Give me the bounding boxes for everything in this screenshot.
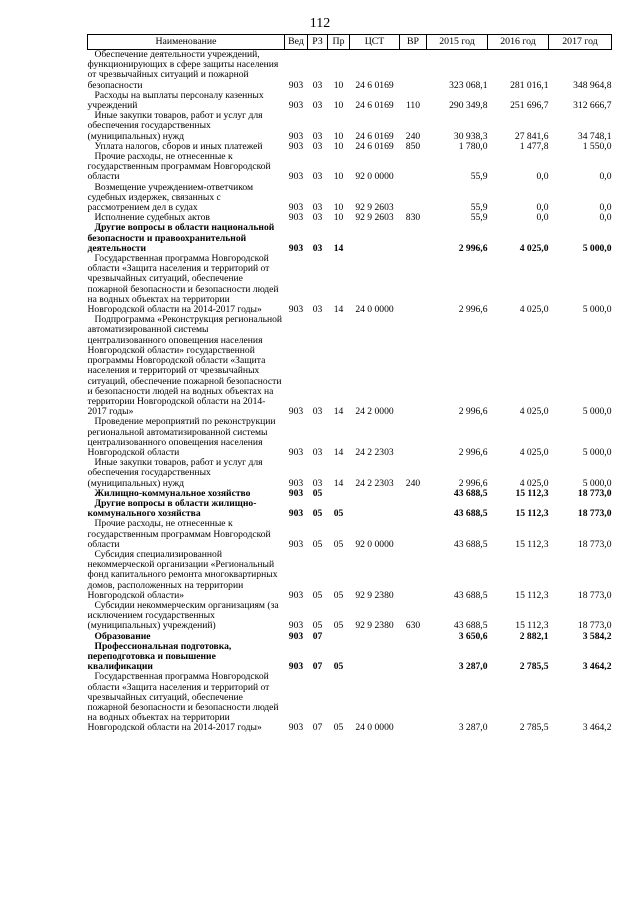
- cell-2015: 2 996,6: [458, 446, 488, 458]
- cell-rz: 03: [312, 304, 323, 316]
- cell-2015: 3 287,0: [458, 722, 488, 734]
- cell-cst: [350, 632, 400, 642]
- cell-pr: 10: [333, 79, 344, 91]
- cell-rz: 03: [312, 446, 323, 458]
- cell-pr: 10: [333, 212, 344, 224]
- cell-2015: 2 996,6: [458, 406, 488, 418]
- cell-name: Подпрограмма «Реконструкция региональной автоматизированной системы централизованного оповещения населения Новгородской области» государственной программы Новгородской области «Защита населения и территорий от чрезвычайных ситуаций, обеспечение пожарной безопасности и безопасности людей на водных объектах на территории Новгородской области на 2014-2017 годы»: [87, 314, 283, 418]
- cell-rz: 05: [312, 487, 323, 499]
- header-name: Наименование: [88, 35, 285, 50]
- cell-2017: 0,0: [599, 171, 612, 183]
- cell-cst: 92 9 2380: [355, 620, 394, 632]
- cell-vr: [400, 519, 427, 550]
- cell-2017: 348 964,8: [573, 79, 612, 91]
- cell-name: Уплата налогов, сборов и иных платежей: [94, 140, 263, 152]
- table-row: [88, 601, 612, 632]
- cell-vr: [400, 489, 427, 499]
- cell-name: Субсидии некоммерческим организациям (за исключением государственных (муниципальных) учреждений): [87, 599, 279, 632]
- cell-pr: 05: [333, 620, 344, 632]
- cell-ved: 903: [288, 242, 304, 254]
- cell-vr: [400, 417, 427, 458]
- cell-2017: 18 773,0: [577, 538, 612, 550]
- cell-2016: 15 112,3: [515, 620, 549, 632]
- cell-vr: [400, 632, 427, 642]
- cell-2015: 55,9: [470, 171, 488, 183]
- table-row: [88, 499, 612, 519]
- cell-pr: 05: [333, 538, 344, 550]
- cell-ved: 903: [288, 100, 304, 112]
- table-row: [88, 315, 612, 417]
- table-row: [88, 519, 612, 550]
- cell-pr: 10: [333, 130, 344, 142]
- cell-name: Возмещение учреждением-ответчиком судебных издержек, связанных с рассмотрением дел в судах: [87, 181, 254, 214]
- cell-name: Исполнение судебных актов: [94, 212, 210, 224]
- cell-cst: 92 9 2380: [355, 589, 394, 601]
- cell-2016: 0,0: [536, 202, 549, 214]
- cell-name: Расходы на выплаты персоналу казенных учреждений: [87, 89, 264, 112]
- cell-ved: 903: [288, 140, 304, 152]
- cell-2017: 18 773,0: [577, 487, 612, 499]
- cell-vr: [400, 672, 427, 733]
- header-ved: Вед: [285, 35, 308, 50]
- table-row: [88, 550, 612, 601]
- cell-vr: [400, 254, 427, 315]
- cell-pr: 14: [333, 304, 344, 316]
- cell-rz: 07: [312, 661, 323, 673]
- cell-cst: 24 6 0169: [355, 140, 394, 152]
- cell-2015: 290 349,8: [449, 100, 488, 112]
- cell-2016: 2 882,1: [519, 630, 549, 642]
- header-pr: Пр: [328, 35, 350, 50]
- header-vr: ВР: [400, 35, 427, 50]
- cell-vr: [400, 642, 427, 673]
- cell-2017: 1 550,0: [582, 140, 612, 152]
- cell-2015: 43 688,5: [453, 589, 488, 601]
- cell-2017: 18 773,0: [577, 620, 612, 632]
- cell-pr: 05: [333, 722, 344, 734]
- cell-cst: [350, 489, 400, 499]
- cell-ved: 903: [288, 171, 304, 183]
- cell-2017: 5 000,0: [582, 406, 612, 418]
- table-body: [88, 50, 612, 734]
- cell-vr: [400, 550, 427, 601]
- cell-2016: 1 477,8: [519, 140, 549, 152]
- cell-rz: 03: [312, 140, 323, 152]
- cell-ved: 903: [288, 722, 304, 734]
- cell-rz: 03: [312, 477, 323, 489]
- cell-vr: [400, 152, 427, 183]
- cell-name: Государственная программа Новгородской области «Защита населения и территорий от чрезвычайных ситуаций, обеспечение пожарной безопасности и безопасности людей на водных объектах на территории Новгородской области на 2014-2017 годы»: [87, 253, 279, 316]
- cell-ved: 903: [288, 487, 304, 499]
- cell-2015: 30 938,3: [453, 130, 488, 142]
- cell-2015: 3 650,6: [458, 630, 488, 642]
- cell-pr: [328, 489, 350, 499]
- cell-pr: 14: [333, 477, 344, 489]
- cell-name: Иные закупки товаров, работ и услуг для обеспечения государственных (муниципальных) нужд: [87, 457, 263, 489]
- cell-pr: 14: [333, 406, 344, 418]
- cell-cst: 24 6 0169: [355, 130, 394, 142]
- cell-pr: 05: [333, 508, 344, 520]
- cell-vr: 240: [405, 130, 421, 142]
- cell-2015: 43 688,5: [453, 538, 488, 550]
- cell-2016: 2 785,5: [519, 722, 549, 734]
- table-header-row: [88, 35, 612, 50]
- cell-ved: 903: [288, 508, 304, 520]
- cell-2017: 3 584,2: [582, 630, 612, 642]
- table-row: [88, 183, 612, 214]
- cell-vr: [400, 315, 427, 417]
- cell-rz: 07: [312, 630, 323, 642]
- cell-name: Субсидия специализированной некоммерческой организации «Региональный фонд капитального ремонта многоквартирных домов, расположенных на территории Новгородской области»: [87, 548, 278, 601]
- cell-2016: 15 112,3: [515, 487, 549, 499]
- cell-rz: 03: [312, 130, 323, 142]
- header-cst: ЦСТ: [350, 35, 400, 50]
- cell-cst: 24 6 0169: [355, 100, 394, 112]
- cell-pr: 05: [333, 661, 344, 673]
- table-row: [88, 458, 612, 489]
- cell-2017: 5 000,0: [582, 304, 612, 316]
- cell-ved: 903: [288, 212, 304, 224]
- cell-2017: 5 000,0: [582, 446, 612, 458]
- cell-cst: 24 6 0169: [355, 79, 394, 91]
- cell-2016: 15 112,3: [515, 589, 549, 601]
- cell-ved: 903: [288, 589, 304, 601]
- cell-rz: 05: [312, 508, 323, 520]
- cell-rz: 03: [312, 212, 323, 224]
- cell-2015: 43 688,5: [453, 508, 488, 520]
- cell-2015: 55,9: [470, 212, 488, 224]
- table-row: [88, 50, 612, 91]
- cell-2017: 5 000,0: [582, 242, 612, 254]
- cell-2017: 312 666,7: [573, 100, 612, 112]
- cell-name: Другие вопросы в области национальной безопасности и правоохранительной деятельности: [87, 222, 275, 254]
- cell-2016: 4 025,0: [519, 242, 549, 254]
- cell-ved: 903: [288, 477, 304, 489]
- cell-2016: 15 112,3: [515, 508, 549, 520]
- cell-2017: 3 464,2: [582, 661, 612, 673]
- cell-pr: 14: [333, 242, 344, 254]
- header-rz: РЗ: [308, 35, 328, 50]
- cell-2015: 43 688,5: [453, 487, 488, 499]
- cell-rz: 05: [312, 589, 323, 601]
- cell-rz: 05: [312, 538, 323, 550]
- cell-cst: 24 0 0000: [355, 304, 394, 316]
- cell-name: Обеспечение деятельности учреждений, функционирующих в сфере защиты населения от чрезвычайных ситуаций и пожарной безопасности: [87, 49, 279, 91]
- cell-rz: 03: [312, 242, 323, 254]
- cell-pr: [328, 632, 350, 642]
- cell-name: Прочие расходы, не отнесенные к государственным программам Новгородской области: [87, 151, 271, 183]
- cell-name: Государственная программа Новгородской области «Защита населения и территорий от чрезвычайных ситуаций, обеспечение пожарной безопасности и безопасности людей на водных объектах на территории Новгородской области на 2014-2017 годы»: [87, 671, 279, 734]
- cell-2016: 4 025,0: [519, 477, 549, 489]
- header-2015: 2015 год: [427, 35, 488, 50]
- table-row: [88, 254, 612, 315]
- cell-cst: 24 2 2303: [355, 446, 394, 458]
- cell-cst: 24 2 2303: [355, 477, 394, 489]
- cell-2017: 3 464,2: [582, 722, 612, 734]
- cell-2016: 0,0: [536, 212, 549, 224]
- budget-table: [87, 34, 612, 734]
- cell-rz: 03: [312, 406, 323, 418]
- cell-pr: 05: [333, 589, 344, 601]
- cell-ved: 903: [288, 79, 304, 91]
- cell-pr: 14: [333, 446, 344, 458]
- cell-2015: 2 996,6: [458, 242, 488, 254]
- table-row: [88, 642, 612, 673]
- cell-2015: 2 996,6: [458, 304, 488, 316]
- cell-vr: 630: [405, 620, 421, 632]
- cell-2015: 2 996,6: [458, 477, 488, 489]
- table-row: [88, 672, 612, 733]
- cell-ved: 903: [288, 304, 304, 316]
- cell-ved: 903: [288, 202, 304, 214]
- cell-ved: 903: [288, 538, 304, 550]
- table-row: [88, 152, 612, 183]
- cell-pr: 10: [333, 202, 344, 214]
- header-2017: 2017 год: [549, 35, 612, 50]
- cell-2016: 0,0: [536, 171, 549, 183]
- cell-name: Другие вопросы в области жилищно-коммунального хозяйства: [87, 497, 257, 520]
- table-row: [88, 111, 612, 142]
- cell-name: Профессиональная подготовка, переподготовка и повышение квалификации: [87, 640, 232, 673]
- cell-2015: 1 780,0: [458, 140, 488, 152]
- page-number: 112: [309, 16, 331, 31]
- cell-cst: [350, 223, 400, 254]
- cell-2016: 4 025,0: [519, 406, 549, 418]
- cell-ved: 903: [288, 630, 304, 642]
- budget-table-container: [87, 34, 611, 734]
- cell-2017: 18 773,0: [577, 508, 612, 520]
- cell-vr: [400, 499, 427, 519]
- cell-2016: 2 785,5: [519, 661, 549, 673]
- cell-cst: 92 0 0000: [355, 171, 394, 183]
- cell-2017: 34 748,1: [577, 130, 612, 142]
- cell-2016: 4 025,0: [519, 446, 549, 458]
- cell-rz: 03: [312, 79, 323, 91]
- cell-vr: [400, 223, 427, 254]
- cell-pr: 10: [333, 140, 344, 152]
- cell-name: Образование: [94, 630, 151, 642]
- cell-vr: [400, 183, 427, 214]
- cell-rz: 03: [312, 171, 323, 183]
- cell-name: Прочие расходы, не отнесенные к государственным программам Новгородской области: [87, 518, 271, 550]
- cell-cst: [350, 642, 400, 673]
- cell-2016: 251 696,7: [510, 100, 549, 112]
- cell-cst: 24 2 0000: [355, 406, 394, 418]
- table-row: [88, 417, 612, 458]
- cell-cst: [350, 499, 400, 519]
- cell-rz: 03: [312, 100, 323, 112]
- cell-name: Иные закупки товаров, работ и услуг для обеспечения государственных (муниципальных) нужд: [87, 110, 263, 142]
- cell-cst: 92 9 2603: [355, 202, 394, 214]
- cell-2016: 4 025,0: [519, 304, 549, 316]
- cell-2017: 0,0: [599, 202, 612, 214]
- cell-2017: 5 000,0: [582, 477, 612, 489]
- cell-rz: 03: [312, 202, 323, 214]
- cell-2017: 18 773,0: [577, 589, 612, 601]
- table-row: [88, 223, 612, 254]
- cell-2015: 55,9: [470, 202, 488, 214]
- cell-2016: 27 841,6: [514, 130, 549, 142]
- cell-vr: 850: [405, 140, 421, 152]
- cell-ved: 903: [288, 446, 304, 458]
- cell-ved: 903: [288, 406, 304, 418]
- cell-cst: 24 0 0000: [355, 722, 394, 734]
- cell-rz: 07: [312, 722, 323, 734]
- header-2016: 2016 год: [488, 35, 549, 50]
- cell-vr: 830: [405, 212, 421, 224]
- cell-name: Жилищно-коммунальное хозяйство: [94, 487, 251, 499]
- cell-ved: 903: [288, 661, 304, 673]
- cell-2017: 0,0: [599, 212, 612, 224]
- cell-ved: 903: [288, 620, 304, 632]
- cell-2015: 43 688,5: [453, 620, 488, 632]
- cell-pr: 10: [333, 100, 344, 112]
- cell-cst: 92 0 0000: [355, 538, 394, 550]
- cell-rz: 05: [312, 620, 323, 632]
- table-row: [88, 91, 612, 111]
- cell-cst: 92 9 2603: [355, 212, 394, 224]
- cell-vr: 240: [405, 477, 421, 489]
- cell-vr: 110: [405, 100, 421, 112]
- cell-2016: 281 016,1: [510, 79, 549, 91]
- cell-2016: 15 112,3: [515, 538, 549, 550]
- cell-name: Проведение мероприятий по реконструкции региональной автоматизированной системы централизованного оповещения населения Новгородской области: [87, 416, 276, 458]
- cell-pr: 10: [333, 171, 344, 183]
- cell-vr: [400, 50, 427, 91]
- cell-2015: 323 068,1: [449, 79, 488, 91]
- cell-2015: 3 287,0: [458, 661, 488, 673]
- cell-ved: 903: [288, 130, 304, 142]
